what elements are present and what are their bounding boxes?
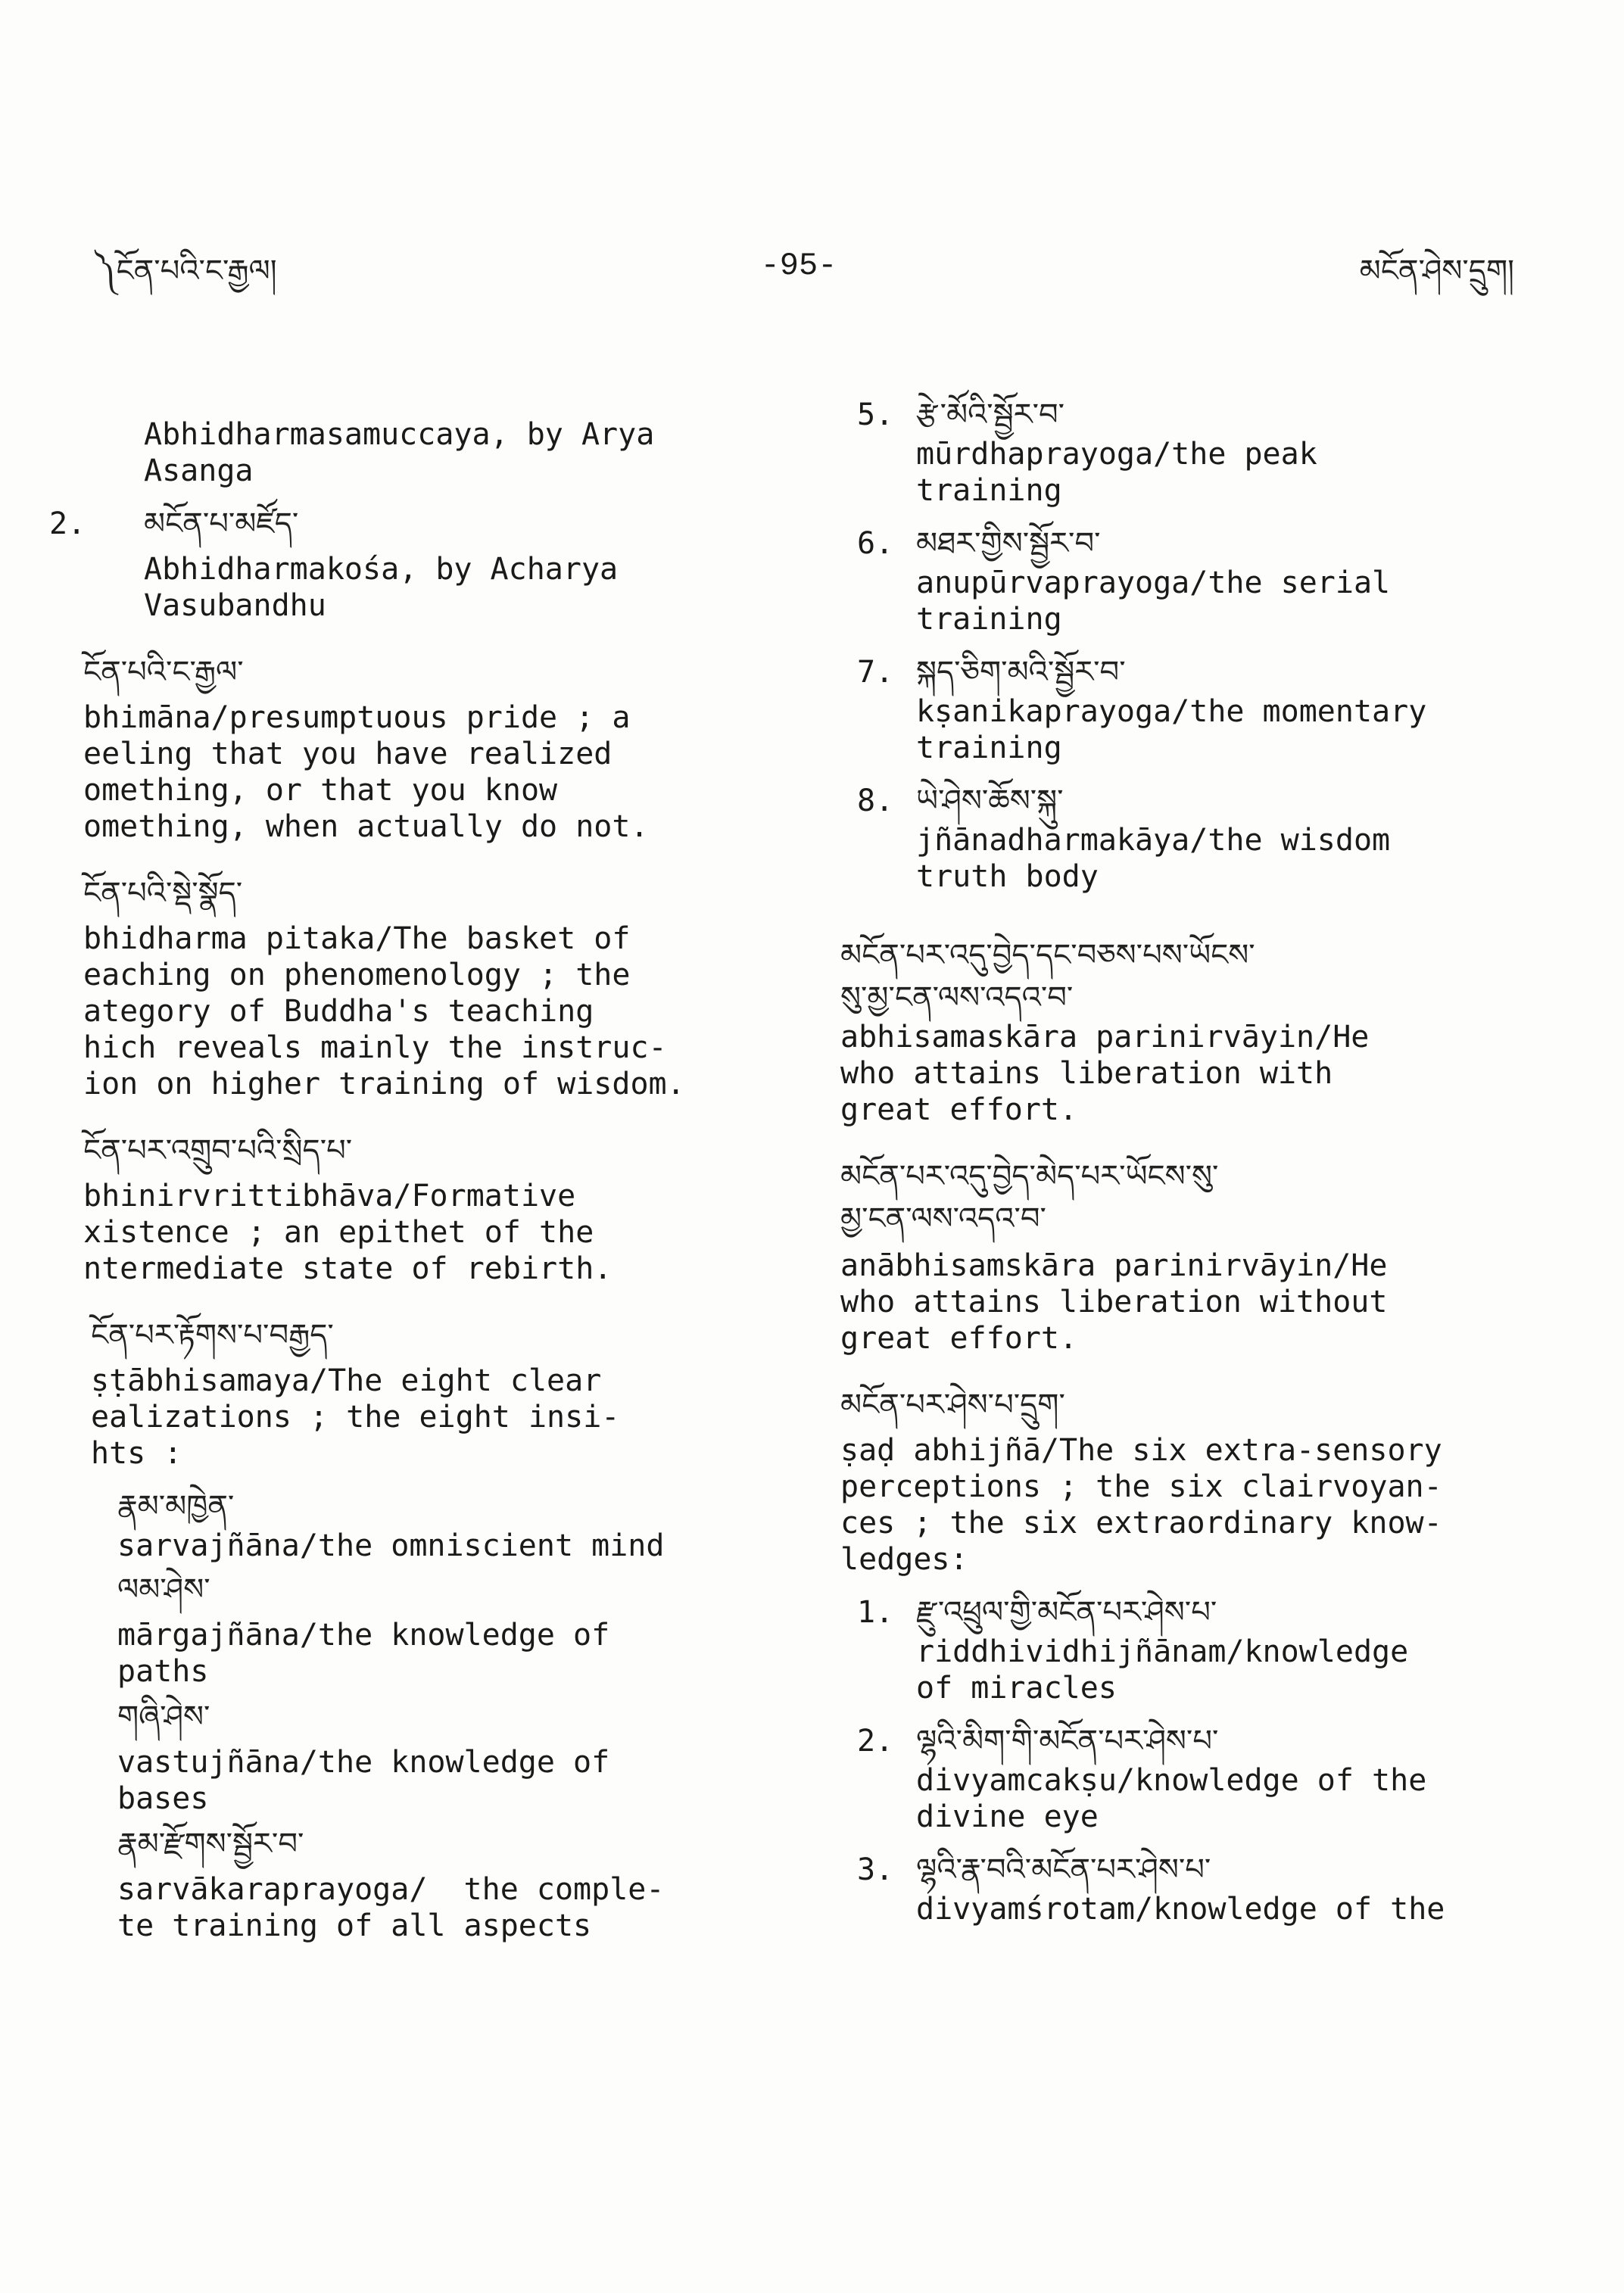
item-number: 3. — [857, 1852, 894, 1887]
entry-headword-tibetan: ཡེ་ཤེས་ཆོས་སྐུ་ — [916, 784, 1064, 818]
entry-headword-tibetan: མངོན་པར་ཤེས་པ་དྲུག་ — [840, 1388, 1065, 1422]
entry-definition: bhinirvrittibhāva/Formative xistence ; an epithet of the ntermediate state of rebirth. — [83, 1179, 613, 1286]
subentry-vastujnana — [0, 1696, 780, 1817]
entry-headword-tibetan: ངོན་པར་འགྲུབ་པའི་སྲིད་པ་ — [83, 1133, 353, 1168]
entry-headword-tibetan: མངོན་པར་འདུ་བྱེད་དང་བཅས་པས་ཡོངས་ སུ་མྱ་ངན་ལས་འདའ་བ་ — [840, 938, 1255, 1015]
right-column — [840, 394, 1537, 1927]
entry-definition: kṣanikaprayoga/the momentary training — [916, 694, 1427, 765]
entry-definition: sarvākaraprayoga/ the comple- te training of all aspects — [117, 1872, 665, 1943]
list-item-5 — [840, 394, 1537, 509]
subentry-sarvajnana — [0, 1485, 780, 1564]
item-number: 7. — [857, 655, 894, 690]
item-number: 8. — [857, 784, 894, 818]
left-column — [0, 394, 780, 1944]
entry-headword-tibetan: ལྷའི་མིག་གི་མངོན་པར་ཤེས་པ་ — [916, 1724, 1219, 1759]
item-number: 6. — [857, 526, 894, 561]
entry-definition: divyamśrotam/knowledge of the — [916, 1892, 1445, 1927]
entry-definition: ṣṭābhisamaya/The eight clear ealizations ; the eight insi- hts : — [91, 1363, 620, 1471]
entry-definition: jñānadharmakāya/the wisdom truth body — [916, 823, 1391, 894]
entry-headword-tibetan: ངོན་པར་རྟོགས་པ་བརྒྱད་ — [91, 1318, 334, 1353]
running-header-left: ༽ངོན་པའི་ང་རྒྱལ། — [95, 254, 277, 288]
entry-headword-tibetan: རྩེ་མོའི་སྦྱོར་བ་ — [916, 397, 1065, 432]
entry-definition: anupūrvaprayoga/the serial training — [916, 565, 1391, 637]
item-number: 5. — [857, 397, 894, 432]
entry-headword-tibetan: སྐད་ཅིག་མའི་སྦྱོར་བ་ — [916, 655, 1126, 690]
entry-headword-tibetan: ངོན་པའི་ང་རྒྱལ་ — [83, 655, 244, 690]
entry-number: 2. — [49, 506, 86, 541]
page-number: -95- — [760, 248, 837, 284]
entry-definition: riddhividhijñānam/knowledge of miracles — [916, 1634, 1409, 1706]
entry-headword-tibetan: རྫུ་འཕྲུལ་གྱི་མངོན་པར་ཤེས་པ་ — [916, 1595, 1217, 1630]
entry-definition: vastujñāna/the knowledge of bases — [117, 1745, 610, 1816]
entry-headword-tibetan: རྣམ་མཁྱེན་ — [117, 1489, 235, 1524]
list-item-3 — [840, 1849, 1537, 1927]
entry-definition: anābhisamskāra parinirvāyin/He who attains liberation without great effort. — [840, 1248, 1388, 1356]
subentry-margajnana — [0, 1569, 780, 1690]
list-item-1 — [840, 1591, 1537, 1706]
entry-sad-abhijna — [840, 1384, 1537, 1578]
entry-astabhisamaya — [0, 1314, 780, 1472]
entry-headword-tibetan: གཞི་ཤེས་ — [117, 1699, 210, 1734]
entry-headword-tibetan: མངོན་པར་འདུ་བྱེད་མེད་པར་ཡོངས་སུ་ མྱ་ངན་ལས་འདའ་བ་ — [840, 1159, 1219, 1236]
entry-definition: bhimāna/presumptuous pride ; a eeling that you have realized omething, or that you know omething, when actually do not. — [83, 700, 649, 844]
entry-abhimana — [0, 651, 780, 845]
list-item-2 — [840, 1720, 1537, 1835]
entry-abhinirvrittibhava — [0, 1129, 780, 1287]
list-item-8 — [840, 780, 1537, 895]
entry-headword-tibetan: རྣམ་རྫོགས་སྦྱོར་བ་ — [117, 1827, 304, 1862]
entry-headword-tibetan: མངོན་པ་མཛོད་ — [144, 506, 299, 541]
entry-definition: abhisamaskāra parinirvāyin/He who attains liberation with great effort. — [840, 1020, 1370, 1127]
running-header-right: མངོན་ཤེས་དྲུག། — [1359, 254, 1514, 288]
entry-definition: mārgajñāna/the knowledge of paths — [117, 1618, 610, 1689]
list-item-6 — [840, 522, 1537, 637]
entry-abhidharma-pitaka — [0, 872, 780, 1102]
entry-abhisamaskara-parinirvayin — [840, 934, 1537, 1128]
entry-headword-tibetan: ངོན་པའི་སྡེ་སྣོད་ — [83, 876, 243, 911]
entry-definition: bhidharma pitaka/The basket of eaching on phenomenology ; the ategory of Buddha's teaching hich reveals mainly the instruc- ion on higher training of wisdom. — [83, 921, 685, 1101]
item-number: 1. — [857, 1595, 894, 1630]
list-item-7 — [840, 651, 1537, 766]
entry-definition: sarvajñāna/the omniscient mind — [117, 1528, 665, 1563]
entry-abhidharmakosa — [0, 503, 780, 624]
entry-headword-tibetan: མཐར་གྱིས་སྦྱོར་བ་ — [916, 526, 1101, 561]
entry-definition: Abhidharmasamuccaya, by Arya Asanga — [144, 417, 655, 488]
subentry-sarvakaraprayoga — [0, 1823, 780, 1944]
entry-headword-tibetan: ལྷའི་རྣ་བའི་མངོན་པར་ཤེས་པ་ — [916, 1852, 1211, 1887]
entry-headword-tibetan: ལམ་ཤེས་ — [117, 1572, 210, 1607]
entry-definition: ṣaḍ abhijñā/The six extra-sensory perceptions ; the six clairvoyan- ces ; the six extraordinary know- ledges: — [840, 1433, 1442, 1577]
entry-abhidharmasamuccaya — [0, 416, 780, 489]
item-number: 2. — [857, 1724, 894, 1759]
entry-definition: divyamcakṣu/knowledge of the divine eye — [916, 1763, 1427, 1834]
entry-definition: Abhidharmakośa, by Acharya Vasubandhu — [144, 552, 619, 623]
entry-definition: mūrdhaprayoga/the peak training — [916, 437, 1317, 508]
entry-anabhisamskara-parinirvayin — [840, 1155, 1537, 1357]
